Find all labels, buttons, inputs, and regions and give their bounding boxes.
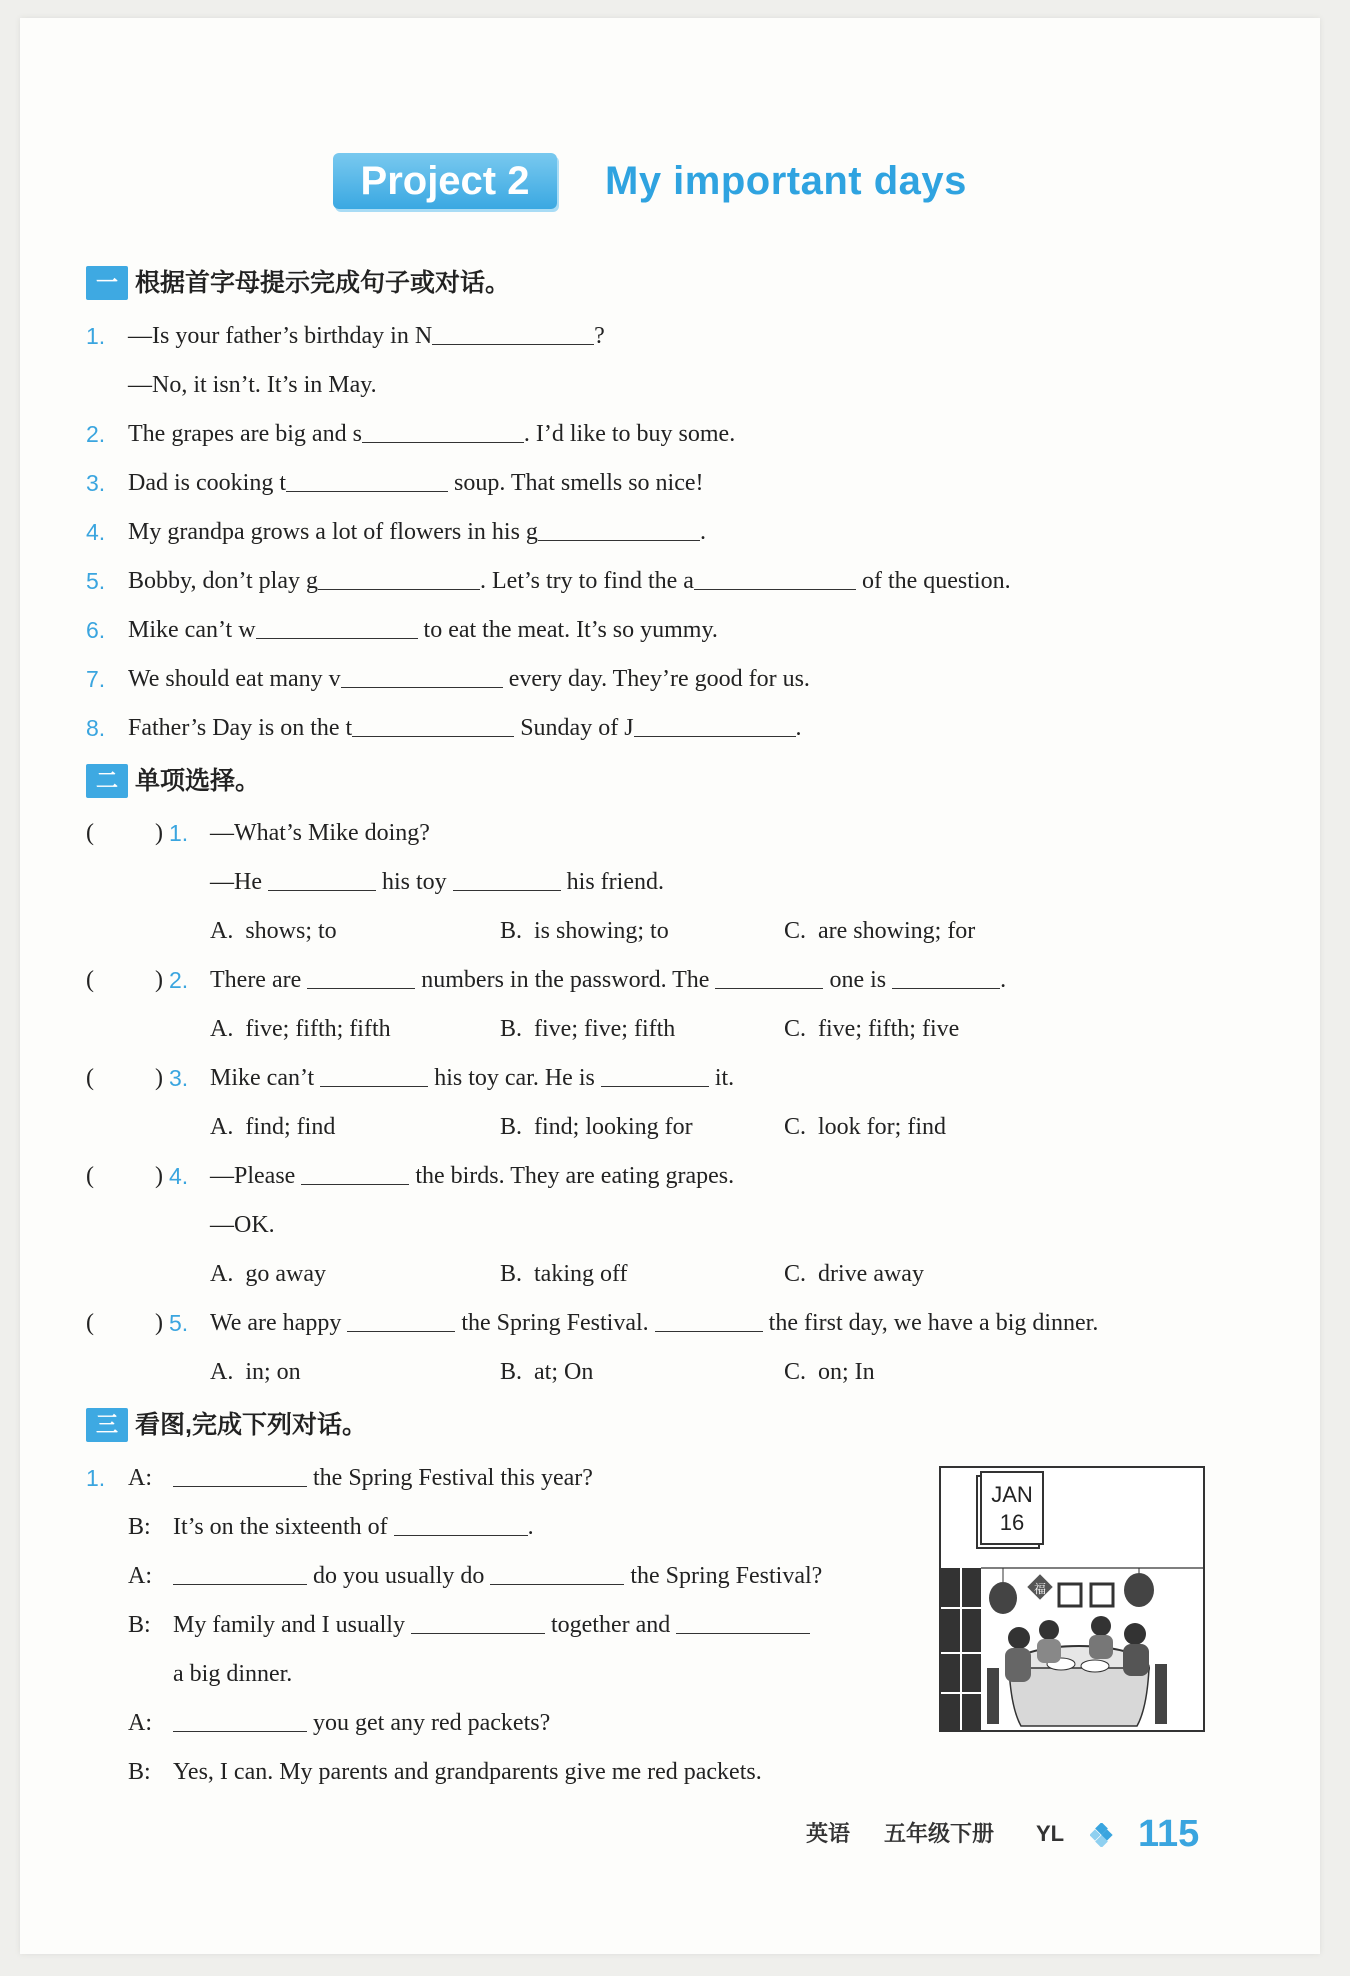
s2-q3-option-c[interactable]: C. look for; find: [784, 1114, 946, 1140]
answer-blank[interactable]: [538, 518, 700, 541]
diamond-ornament-icon: [1090, 1823, 1114, 1852]
answer-slot-2[interactable]: [98, 967, 152, 995]
family-dinner-image: [941, 1468, 1203, 1730]
answer-blank[interactable]: [394, 1513, 528, 1536]
answer-blank: [453, 868, 561, 891]
answer-paren-open: (: [86, 967, 94, 993]
answer-blank: [892, 966, 1000, 989]
section-2-title: 单项选择。: [135, 767, 261, 795]
answer-slot-5[interactable]: [98, 1310, 152, 1338]
s2-q1-option-a[interactable]: A. shows; to: [210, 918, 337, 944]
section-3-number: 三: [86, 1408, 128, 1442]
answer-blank: [268, 868, 376, 891]
s1-q4-text: My grandpa grows a lot of flowers in his g .: [128, 519, 706, 545]
dialog-speaker: B:: [128, 1514, 151, 1540]
s2-q4-response: —OK.: [210, 1212, 275, 1238]
s2-q2-option-c[interactable]: C. five; fifth; five: [784, 1016, 960, 1042]
s2-q1-option-c[interactable]: C. are showing; for: [784, 918, 976, 944]
s2-q5-option-b[interactable]: B. at; On: [500, 1359, 594, 1385]
dialog-speaker: A:: [128, 1710, 152, 1736]
section-3-title: 看图,完成下列对话。: [135, 1411, 367, 1439]
dialog-line-7: Yes, I can. My parents and grandparents give me red packets.: [173, 1759, 762, 1785]
section-2-number: 二: [86, 764, 128, 798]
s1-q8-number: 8.: [86, 715, 106, 741]
s2-q3-text: Mike can’t his toy car. He is it.: [210, 1065, 735, 1091]
footer-code: YL: [1036, 1821, 1065, 1846]
s1-q2-number: 2.: [86, 421, 106, 447]
dialog-speaker: A:: [128, 1563, 152, 1589]
s2-q1-response: —He his toy his friend.: [210, 869, 664, 895]
answer-blank: [307, 966, 415, 989]
answer-blank[interactable]: [634, 714, 796, 737]
s1-q3-number: 3.: [86, 470, 106, 496]
answer-blank[interactable]: [318, 567, 480, 590]
s2-q4-option-a[interactable]: A. go away: [210, 1261, 326, 1287]
s1-q2-text: The grapes are big and s . I’d like to buy some.: [128, 421, 736, 447]
s2-q4-text: —Please the birds. They are eating grapes.: [210, 1163, 735, 1189]
answer-blank[interactable]: [173, 1562, 307, 1585]
s2-q2-text: There are numbers in the password. The one is .: [210, 967, 1007, 993]
answer-blank[interactable]: [173, 1709, 307, 1732]
s2-q4-option-b[interactable]: B. taking off: [500, 1261, 628, 1287]
answer-paren-open: (: [86, 1310, 94, 1336]
answer-blank[interactable]: [411, 1611, 545, 1634]
s2-q5-number: 5.: [169, 1310, 189, 1336]
answer-paren-open: (: [86, 820, 94, 846]
s2-q4-number: 4.: [169, 1163, 189, 1189]
s2-q1-number: 1.: [169, 820, 189, 846]
project-badge: Project 2: [333, 153, 557, 209]
dialog-line-5: a big dinner.: [173, 1661, 293, 1687]
answer-blank: [655, 1309, 763, 1332]
answer-blank[interactable]: [286, 469, 448, 492]
answer-blank[interactable]: [173, 1464, 307, 1487]
dialog-speaker: B:: [128, 1759, 151, 1785]
dialog-speaker: A:: [128, 1465, 152, 1491]
answer-blank: [347, 1309, 455, 1332]
s2-q2-number: 2.: [169, 967, 189, 993]
answer-paren-open: (: [86, 1065, 94, 1091]
s2-q5-text: We are happy the Spring Festival. the first day, we have a big dinner.: [210, 1310, 1099, 1336]
answer-blank[interactable]: [256, 616, 418, 639]
s1-q7-number: 7.: [86, 666, 106, 692]
s2-q2-option-b[interactable]: B. five; five; fifth: [500, 1016, 676, 1042]
s1-q6-text: Mike can’t w to eat the meat. It’s so yummy.: [128, 617, 718, 643]
dialog-line-3: do you usually do the Spring Festival?: [173, 1559, 822, 1593]
answer-blank[interactable]: [694, 567, 856, 590]
s3-q1-number: 1.: [86, 1465, 106, 1491]
s1-q1-number: 1.: [86, 323, 106, 349]
answer-blank: [601, 1064, 709, 1087]
answer-paren-close: ): [155, 1310, 163, 1336]
answer-paren-close: ): [155, 1065, 163, 1091]
answer-slot-1[interactable]: [98, 820, 152, 848]
answer-blank: [320, 1064, 428, 1087]
answer-blank: [715, 966, 823, 989]
section-1-number: 一: [86, 266, 128, 300]
s2-q3-option-a[interactable]: A. find; find: [210, 1114, 336, 1140]
s1-q5-text: Bobby, don’t play g . Let’s try to find the a of the question.: [128, 568, 1011, 594]
fu-character: 福: [1033, 1582, 1047, 1596]
s2-q4-option-c[interactable]: C. drive away: [784, 1261, 924, 1287]
s2-q1-option-b[interactable]: B. is showing; to: [500, 918, 669, 944]
answer-paren-open: (: [86, 1163, 94, 1189]
answer-paren-close: ): [155, 1163, 163, 1189]
answer-paren-close: ): [155, 820, 163, 846]
s2-q1-text: —What’s Mike doing?: [210, 820, 430, 846]
spring-festival-illustration: [939, 1466, 1205, 1732]
answer-blank[interactable]: [352, 714, 514, 737]
answer-blank: [301, 1162, 409, 1185]
s1-q1-text: —Is your father’s birthday in N ?: [128, 323, 605, 349]
dialog-line-6: you get any red packets?: [173, 1706, 550, 1740]
s2-q5-option-a[interactable]: A. in; on: [210, 1359, 301, 1385]
s2-q2-option-a[interactable]: A. five; fifth; fifth: [210, 1016, 391, 1042]
s1-q6-number: 6.: [86, 617, 106, 643]
s1-q1-response: —No, it isn’t. It’s in May.: [128, 372, 377, 398]
answer-slot-4[interactable]: [98, 1163, 152, 1191]
footer-subject: 英语: [806, 1821, 851, 1846]
answer-blank[interactable]: [432, 322, 594, 345]
answer-paren-close: ): [155, 967, 163, 993]
calendar-month: JAN: [991, 1482, 1033, 1507]
s1-q4-number: 4.: [86, 519, 106, 545]
s2-q5-option-c[interactable]: C. on; In: [784, 1359, 875, 1385]
s1-q8-text: Father’s Day is on the t Sunday of J .: [128, 715, 802, 741]
s1-q5-number: 5.: [86, 568, 106, 594]
answer-blank[interactable]: [676, 1611, 810, 1634]
s1-q7-text: We should eat many v every day. They’re good for us.: [128, 666, 810, 692]
calendar-icon: [977, 1472, 1043, 1548]
footer-grade: 五年级下册: [884, 1821, 995, 1846]
dialog-line-1: the Spring Festival this year?: [173, 1461, 593, 1495]
page-title: My important days: [605, 159, 967, 203]
page-number: 115: [1138, 1813, 1200, 1855]
dialog-line-4: My family and I usually together and: [173, 1608, 810, 1642]
section-1-title: 根据首字母提示完成句子或对话。: [135, 269, 511, 297]
answer-blank[interactable]: [362, 420, 524, 443]
answer-blank[interactable]: [490, 1562, 624, 1585]
answer-slot-3[interactable]: [98, 1065, 152, 1093]
s2-q3-number: 3.: [169, 1065, 189, 1091]
s2-q3-option-b[interactable]: B. find; looking for: [500, 1114, 693, 1140]
dialog-speaker: B:: [128, 1612, 151, 1638]
answer-blank[interactable]: [341, 665, 503, 688]
s1-q3-text: Dad is cooking t soup. That smells so nice!: [128, 470, 704, 496]
dialog-line-2: It’s on the sixteenth of .: [173, 1514, 534, 1540]
calendar-day: 16: [999, 1510, 1025, 1535]
